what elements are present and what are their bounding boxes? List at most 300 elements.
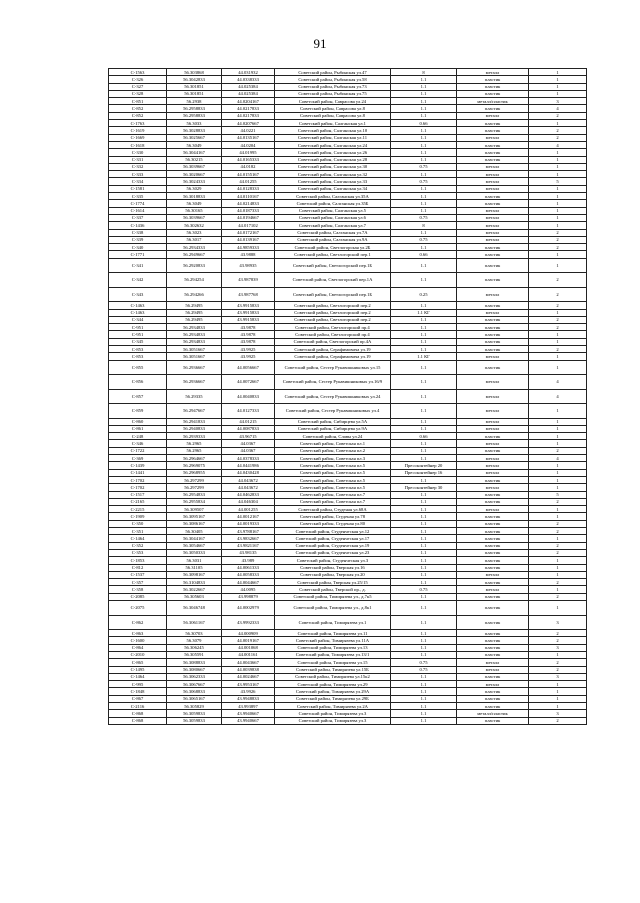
- address-cell: Советский район, Советская пл.7: [275, 498, 391, 505]
- longitude-cell: 44.025384: [222, 83, 275, 90]
- site-code-cell: С-1614: [109, 207, 167, 214]
- address-cell: Советский район, Салганская ул.34: [275, 185, 391, 192]
- table-row: [109, 141, 587, 148]
- longitude-cell: 44.0204: [222, 141, 275, 148]
- address-cell: Советский район, Сестер Рукавишниковых ул.4: [275, 404, 391, 419]
- address-cell: Советский район, Тимирязева ул.29: [275, 681, 391, 688]
- latitude-cell: 56.2934333: [167, 244, 222, 251]
- site-code-cell: С-1853: [109, 557, 167, 564]
- address-cell: Советский район, Светлогорский пр.4: [275, 331, 391, 338]
- site-code-cell: С-868: [109, 710, 167, 717]
- count-cell: 1: [529, 440, 587, 447]
- table-row: [109, 542, 587, 549]
- longitude-cell: 43.993897: [222, 702, 275, 709]
- address-cell: Советский район, Тимирязева ул.13/1: [275, 651, 391, 658]
- volume-cell: 1.1: [391, 615, 457, 630]
- latitude-cell: 56.3024333: [167, 178, 222, 185]
- longitude-cell: 43.9788167: [222, 528, 275, 535]
- table-row: [109, 549, 587, 556]
- longitude-cell: 43.9926: [222, 688, 275, 695]
- longitude-cell: 44.046304: [222, 498, 275, 505]
- volume-cell: 1.1: [391, 440, 457, 447]
- volume-cell: 1.1: [391, 302, 457, 309]
- address-cell: Советский район, Студенческая ул.19: [275, 542, 391, 549]
- site-code-cell: С-344: [109, 316, 167, 323]
- table-row: [109, 244, 587, 251]
- latitude-cell: 56.3054667: [167, 542, 222, 549]
- volume-cell: 1.1: [391, 331, 457, 338]
- volume-cell: 1.1: [391, 601, 457, 616]
- table-row: [109, 644, 587, 651]
- address-cell: Советский район, Советская пл.2: [275, 447, 391, 454]
- volume-cell: 1.1: [391, 571, 457, 578]
- address-cell: Советский район, Студенческая ул.17: [275, 535, 391, 542]
- table-row: [109, 615, 587, 630]
- count-cell: 1: [529, 469, 587, 476]
- material-cell: пластик: [457, 156, 529, 163]
- address-cell: Советский район, Светлогорский пер.1Б: [275, 287, 391, 302]
- longitude-cell: 44.0061333: [222, 564, 275, 571]
- site-code-cell: С-860: [109, 418, 167, 425]
- material-cell: металл: [457, 586, 529, 593]
- table-row: [109, 593, 587, 600]
- site-code-cell: С-333: [109, 171, 167, 178]
- volume-cell: 1.1: [391, 593, 457, 600]
- volume-cell: 1.1: [391, 579, 457, 586]
- material-cell: пластик: [457, 346, 529, 353]
- material-cell: пластик: [457, 105, 529, 112]
- latitude-cell: 56.297299: [167, 476, 222, 483]
- site-code-cell: С-369: [109, 455, 167, 462]
- longitude-cell: 44.0338333: [222, 76, 275, 83]
- latitude-cell: 56.2949667: [167, 251, 222, 258]
- longitude-cell: 44.0187333: [222, 207, 275, 214]
- count-cell: 1: [529, 163, 587, 170]
- table-row: [109, 688, 587, 695]
- address-cell: Советский район, Салганская ул.11: [275, 134, 391, 141]
- site-code-cell: С-856: [109, 375, 167, 390]
- count-cell: 1: [529, 462, 587, 469]
- address-cell: Советский район, Советская пл.5: [275, 476, 391, 483]
- longitude-cell: 44.0024667: [222, 673, 275, 680]
- site-code-cell: С-852: [109, 112, 167, 119]
- table-row: [109, 571, 587, 578]
- longitude-cell: 43.989: [222, 557, 275, 564]
- longitude-cell: 44.0214833: [222, 200, 275, 207]
- material-cell: металл: [457, 185, 529, 192]
- latitude-cell: 56.294254: [167, 273, 222, 288]
- longitude-cell: 44.0217833: [222, 105, 275, 112]
- site-code-cell: С-995: [109, 681, 167, 688]
- material-cell: пластик: [457, 702, 529, 709]
- address-cell: Советский район, Серафимовича ул.19: [275, 353, 391, 360]
- table-row: [109, 651, 587, 658]
- longitude-cell: 43.98135: [222, 549, 275, 556]
- count-cell: 1: [529, 120, 587, 127]
- latitude-cell: 56.30165: [167, 207, 222, 214]
- site-code-cell: С-867: [109, 695, 167, 702]
- site-code-cell: С-331: [109, 156, 167, 163]
- table-row: [109, 105, 587, 112]
- address-cell: Советский район, Тимирязева ул.15к2: [275, 673, 391, 680]
- table-row: [109, 324, 587, 331]
- address-cell: Советский район, Советская пл.5: [275, 469, 391, 476]
- address-cell: Советский район, Тимирязева ул.11А: [275, 637, 391, 644]
- table-row: [109, 673, 587, 680]
- count-cell: 2: [529, 593, 587, 600]
- table-row: [109, 171, 587, 178]
- site-code-cell: С-351: [109, 528, 167, 535]
- longitude-cell: 43.9915833: [222, 316, 275, 323]
- latitude-cell: 56.301851: [167, 90, 222, 97]
- latitude-cell: 56.306245: [167, 644, 222, 651]
- latitude-cell: 56.3020667: [167, 171, 222, 178]
- latitude-cell: 56.3028833: [167, 127, 222, 134]
- material-cell: пластик: [457, 593, 529, 600]
- longitude-cell: 44.0002979: [222, 601, 275, 616]
- address-cell: Советский район, Советская пл.5: [275, 484, 391, 491]
- latitude-cell: 56.3086167: [167, 520, 222, 527]
- material-cell: металл: [457, 418, 529, 425]
- address-cell: Советский район, Рыбинская ул.75: [275, 90, 391, 97]
- count-cell: 2: [529, 520, 587, 527]
- volume-cell: 1.1: [391, 171, 457, 178]
- longitude-cell: 43.9915833: [222, 309, 275, 316]
- address-cell: Советский район, Саврасова ул.8: [275, 112, 391, 119]
- volume-cell: 1.1: [391, 316, 457, 323]
- material-cell: металл: [457, 236, 529, 243]
- latitude-cell: 56.31105: [167, 564, 222, 571]
- site-code-cell: С-2165: [109, 498, 167, 505]
- material-cell: пластик: [457, 193, 529, 200]
- longitude-cell: 43.9878: [222, 331, 275, 338]
- table-row: [109, 601, 587, 616]
- address-cell: Советский район, Советская пл.1: [275, 440, 391, 447]
- site-code-cell: С-2116: [109, 702, 167, 709]
- table-row: [109, 229, 587, 236]
- latitude-cell: 56.2965: [167, 447, 222, 454]
- count-cell: 2: [529, 346, 587, 353]
- site-code-cell: С-338: [109, 229, 167, 236]
- volume-cell: 1.1: [391, 141, 457, 148]
- count-cell: 1: [529, 681, 587, 688]
- material-cell: пластик: [457, 331, 529, 338]
- material-cell: металл: [457, 389, 529, 404]
- latitude-cell: 56.3059833: [167, 717, 222, 724]
- material-cell: пластик: [457, 273, 529, 288]
- site-code-cell: С-1563: [109, 69, 167, 76]
- site-code-cell: С-812: [109, 564, 167, 571]
- volume-cell: Прессконтейнер 20: [391, 462, 457, 469]
- count-cell: 2: [529, 637, 587, 644]
- volume-cell: 1.1: [391, 564, 457, 571]
- longitude-cell: 43.9878: [222, 338, 275, 345]
- count-cell: 1: [529, 535, 587, 542]
- longitude-cell: 44.0044667: [222, 579, 275, 586]
- site-code-cell: С-865: [109, 659, 167, 666]
- longitude-cell: 44.0040833: [222, 389, 275, 404]
- site-code-cell: С-1517: [109, 491, 167, 498]
- table-row: [109, 717, 587, 724]
- address-cell: Советский район, Салганская ул.9А: [275, 236, 391, 243]
- volume-cell: Прессконтейнер 16: [391, 469, 457, 476]
- count-cell: 4: [529, 105, 587, 112]
- volume-cell: 0.75: [391, 214, 457, 221]
- material-cell: пластик: [457, 564, 529, 571]
- table-row: [109, 418, 587, 425]
- address-cell: Советский район, Сестер Рукавишниковых ул.24: [275, 389, 391, 404]
- volume-cell: 1.1: [391, 389, 457, 404]
- longitude-cell: 44.0087833: [222, 425, 275, 432]
- longitude-cell: 43.9821167: [222, 542, 275, 549]
- site-code-cell: С-1774: [109, 200, 167, 207]
- table-row: [109, 258, 587, 273]
- latitude-cell: 56.2958833: [167, 112, 222, 119]
- longitude-cell: 44.0019167: [222, 637, 275, 644]
- longitude-cell: 44.01215: [222, 418, 275, 425]
- site-code-cell: С-1771: [109, 251, 167, 258]
- table-row: [109, 425, 587, 432]
- latitude-cell: 56.3025667: [167, 134, 222, 141]
- table-row: [109, 83, 587, 90]
- count-cell: 5: [529, 178, 587, 185]
- latitude-cell: 56.2969075: [167, 462, 222, 469]
- site-code-cell: С-2215: [109, 506, 167, 513]
- table-row: [109, 222, 587, 229]
- material-cell: пластик: [457, 557, 529, 564]
- address-cell: Советский район, Тимирязева ул., д.8к1: [275, 601, 391, 616]
- table-row: [109, 236, 587, 243]
- longitude-cell: 44.017102: [222, 222, 275, 229]
- table-row: [109, 462, 587, 469]
- site-code-cell: С-1463: [109, 309, 167, 316]
- count-cell: 2: [529, 447, 587, 454]
- longitude-cell: 44.0367: [222, 440, 275, 447]
- volume-cell: 1.1: [391, 134, 457, 141]
- table-row: [109, 193, 587, 200]
- volume-cell: 1.1: [391, 338, 457, 345]
- count-cell: 1: [529, 484, 587, 491]
- material-cell: металл: [457, 207, 529, 214]
- volume-cell: 1.1: [391, 200, 457, 207]
- volume-cell: 1.1: [391, 717, 457, 724]
- latitude-cell: 56.2955834: [167, 498, 222, 505]
- longitude-cell: 44.0172167: [222, 229, 275, 236]
- address-cell: Советский район, Тимирязева ул.29А: [275, 688, 391, 695]
- latitude-cell: 56.3049: [167, 200, 222, 207]
- address-cell: Советский район, Советская пл.7: [275, 491, 391, 498]
- address-cell: Советский район, Тимирязева ул.15: [275, 659, 391, 666]
- volume-cell: 1.1: [391, 90, 457, 97]
- longitude-cell: 44.0110167: [222, 193, 275, 200]
- longitude-cell: 44.043672: [222, 476, 275, 483]
- volume-cell: 1.1: [391, 76, 457, 83]
- table-row: [109, 579, 587, 586]
- longitude-cell: 44.01255: [222, 178, 275, 185]
- site-code-cell: С-855: [109, 360, 167, 375]
- latitude-cell: 56.3098167: [167, 571, 222, 578]
- volume-cell: 0.75: [391, 163, 457, 170]
- latitude-cell: 56.3050333: [167, 549, 222, 556]
- longitude-cell: 43.9940667: [222, 717, 275, 724]
- material-cell: металл: [457, 287, 529, 302]
- latitude-cell: 56.3080667: [167, 666, 222, 673]
- site-code-cell: С-357: [109, 579, 167, 586]
- volume-cell: 1.1: [391, 105, 457, 112]
- volume-cell: 1.1: [391, 185, 457, 192]
- latitude-cell: 56.3079: [167, 637, 222, 644]
- site-code-cell: С-852: [109, 105, 167, 112]
- material-cell: пластик: [457, 513, 529, 520]
- count-cell: 4: [529, 141, 587, 148]
- volume-cell: 1.1: [391, 506, 457, 513]
- material-cell: металл: [457, 214, 529, 221]
- longitude-cell: 43.9940667: [222, 710, 275, 717]
- longitude-cell: 44.0058333: [222, 571, 275, 578]
- material-cell: пластик: [457, 695, 529, 702]
- count-cell: 1: [529, 222, 587, 229]
- table-row: [109, 491, 587, 498]
- address-cell: Советский район, Салганская ул.35А: [275, 193, 391, 200]
- site-code-cell: С-861: [109, 425, 167, 432]
- latitude-cell: 56.297299: [167, 484, 222, 491]
- material-cell: пластик: [457, 258, 529, 273]
- count-cell: 2: [529, 666, 587, 673]
- address-cell: Советский район, Сестер Рукавишниковых ул.16/9: [275, 375, 391, 390]
- material-cell: пластик: [457, 83, 529, 90]
- site-code-cell: С-339: [109, 236, 167, 243]
- volume-cell: 0.75: [391, 659, 457, 666]
- material-cell: пластик: [457, 338, 529, 345]
- address-cell: Советский район, Светлогорский пер.1: [275, 251, 391, 258]
- table-row: [109, 214, 587, 221]
- address-cell: Советский район, Салганская ул.32: [275, 171, 391, 178]
- table-row: [109, 149, 587, 156]
- table-row: [109, 338, 587, 345]
- table-row: [109, 273, 587, 288]
- count-cell: 2: [529, 244, 587, 251]
- address-cell: Советский район, Рыбинская ул.58: [275, 76, 391, 83]
- latitude-cell: 56.2936667: [167, 360, 222, 375]
- material-cell: металл/пластик: [457, 710, 529, 717]
- count-cell: 1: [529, 171, 587, 178]
- table-row: [109, 557, 587, 564]
- table-row: [109, 251, 587, 258]
- table-row: [109, 513, 587, 520]
- count-cell: 1: [529, 156, 587, 163]
- site-code-cell: С-1495: [109, 666, 167, 673]
- site-code-cell: С-862: [109, 615, 167, 630]
- table-row: [109, 76, 587, 83]
- count-cell: 1: [529, 207, 587, 214]
- count-cell: 3: [529, 98, 587, 105]
- count-cell: 1: [529, 258, 587, 273]
- table-row: [109, 120, 587, 127]
- latitude-cell: 56.2934833: [167, 338, 222, 345]
- count-cell: 1: [529, 601, 587, 616]
- latitude-cell: 56.30703: [167, 630, 222, 637]
- latitude-cell: 56.30215: [167, 156, 222, 163]
- address-cell: Советский район, Тимирязева ул.13: [275, 644, 391, 651]
- site-code-cell: С-337: [109, 214, 167, 221]
- volume-cell: 8: [391, 222, 457, 229]
- page-number: 91: [313, 36, 327, 51]
- address-cell: Советский район, Саврасова ул.8: [275, 105, 391, 112]
- address-cell: Советский район, Тверской пр., д.: [275, 586, 391, 593]
- volume-cell: 1.1: [391, 375, 457, 390]
- address-cell: Советский район, Сибирцева ул.9А: [275, 425, 391, 432]
- volume-cell: 1.1: [391, 630, 457, 637]
- volume-cell: 1.1: [391, 688, 457, 695]
- site-code-cell: С-1763: [109, 120, 167, 127]
- count-cell: 1: [529, 404, 587, 419]
- material-cell: пластик: [457, 251, 529, 258]
- address-cell: Советский район, Салганская ул.10: [275, 127, 391, 134]
- table-row: [109, 455, 587, 462]
- site-code-cell: С-868: [109, 717, 167, 724]
- container-sites-table: [108, 68, 587, 725]
- material-cell: металл: [457, 229, 529, 236]
- table-row: [109, 637, 587, 644]
- address-cell: Советский район, Салганская ул.33: [275, 178, 391, 185]
- site-code-cell: С-343: [109, 287, 167, 302]
- material-cell: металл: [457, 134, 529, 141]
- latitude-cell: 56.2936667: [167, 375, 222, 390]
- address-cell: Советский район, Студенческая ул.3: [275, 557, 391, 564]
- latitude-cell: 56.3017: [167, 236, 222, 243]
- volume-cell: 0.75: [391, 236, 457, 243]
- address-cell: Советский район, Студенческая ул.12: [275, 528, 391, 535]
- latitude-cell: 56.2939333: [167, 433, 222, 440]
- material-cell: пластик: [457, 120, 529, 127]
- volume-cell: 1.1: [391, 149, 457, 156]
- material-cell: пластик: [457, 688, 529, 695]
- volume-cell: 1.1: [391, 127, 457, 134]
- address-cell: Советский район, Рыбинская ул.47: [275, 69, 391, 76]
- latitude-cell: 56.2964667: [167, 455, 222, 462]
- longitude-cell: 44.0165333: [222, 156, 275, 163]
- volume-cell: 1.1: [391, 156, 457, 163]
- material-cell: металл: [457, 112, 529, 119]
- site-code-cell: С-863: [109, 630, 167, 637]
- table-row: [109, 287, 587, 302]
- volume-cell: 1.1: [391, 207, 457, 214]
- address-cell: Советский район, Студеная ул.68А: [275, 506, 391, 513]
- longitude-cell: 44.001161: [222, 651, 275, 658]
- site-code-cell: С-341: [109, 258, 167, 273]
- latitude-cell: 56.2947667: [167, 404, 222, 419]
- latitude-cell: 56.2965: [167, 440, 222, 447]
- volume-cell: 1.1: [391, 491, 457, 498]
- material-cell: металл: [457, 69, 529, 76]
- volume-cell: 1.1: [391, 404, 457, 419]
- longitude-cell: 43.98935: [222, 258, 275, 273]
- volume-cell: 1.1: [391, 549, 457, 556]
- table-row: [109, 484, 587, 491]
- latitude-cell: 56.3018833: [167, 193, 222, 200]
- count-cell: 2: [529, 659, 587, 666]
- longitude-cell: 44.0430428: [222, 469, 275, 476]
- longitude-cell: 43.96715: [222, 433, 275, 440]
- material-cell: металл: [457, 440, 529, 447]
- address-cell: Советский район, Салганская ул.1: [275, 120, 391, 127]
- table-row: [109, 506, 587, 513]
- material-cell: металл: [457, 171, 529, 178]
- site-code-cell: С-358: [109, 586, 167, 593]
- material-cell: пластик: [457, 644, 529, 651]
- table-row: [109, 90, 587, 97]
- material-cell: пластик: [457, 476, 529, 483]
